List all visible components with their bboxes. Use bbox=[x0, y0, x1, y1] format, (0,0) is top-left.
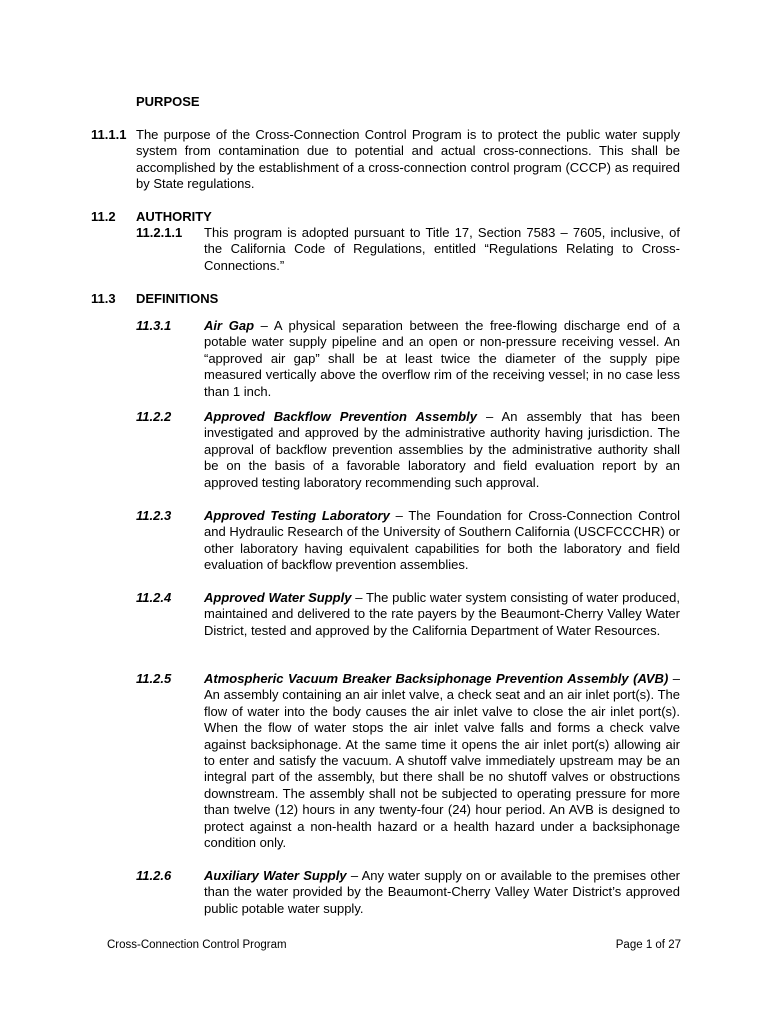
definition-text: – The public water system consisting of water produced, maintained and delivered to the rate payers by the Beaumont-Cherry Valley Water District, tested and approved by the California Department of Water Resources. bbox=[204, 590, 680, 638]
definition-text: – Any water supply on or available to the premises other than the water provided by the Beaumont-Cherry Valley Water District’s approved public potable water supply. bbox=[204, 868, 681, 916]
definition-item bbox=[204, 590, 680, 639]
definition-text: – A physical separation between the free-flowing discharge end of a potable water supply pipeline and an open or non-pressure receiving vessel. An “approved air gap” shall be at least twice the diameter of the supply pipe measured vertically above the overflow rim of the receiving vessel; in no case less than 1 inch. bbox=[204, 318, 680, 399]
purpose-number: 11.1.1 bbox=[91, 127, 127, 142]
definition-number: 11.2.6 bbox=[136, 868, 172, 883]
definitions-number: 11.3 bbox=[91, 291, 116, 306]
definition-term: Approved Water Supply bbox=[204, 590, 352, 605]
definition-item bbox=[204, 409, 680, 491]
definition-text: – An assembly containing an air inlet valve, a check seat and an air inlet port(s). The flow of water into the body causes the air inlet valve to close the air inlet port(s). When the flow of water stops the air inlet valve falls and forms a check valve against backsiphonage. At the same time it opens the air inlet port(s) allowing air to enter and satisfy the vacuum. A shutoff valve immediately upstream may be an integral part of the assembly, but there shall be no shutoff valves or obstructions downstream. The assembly shall not be subjected to operating pressure for more than twelve (12) hours in any twenty-four (24) hour period. An AVB is designed to protect against a non-health hazard or a health hazard under a backsiphonage condition only. bbox=[204, 671, 681, 851]
authority-number: 11.2 bbox=[91, 209, 116, 224]
definitions-heading: DEFINITIONS bbox=[136, 291, 219, 306]
definition-item bbox=[204, 671, 680, 851]
purpose-text: The purpose of the Cross-Connection Control Program is to protect the public water supply system from contamination due to potential and actual cross-connections. This shall be accomplished by the establishment of a cross-connection control program (CCCP) as required by State regulations. bbox=[136, 127, 680, 192]
definition-text: – The Foundation for Cross-Connection Control and Hydraulic Research of the University of Southern California (USCFCCCHR) or other laboratory having equivalent capabilities for both the laboratory and field evaluation of backflow prevention assemblies. bbox=[204, 508, 680, 573]
definition-item bbox=[204, 318, 680, 400]
definition-number: 11.2.2 bbox=[136, 409, 172, 424]
definition-number: 11.2.5 bbox=[136, 671, 172, 686]
definition-number: 11.3.1 bbox=[136, 318, 172, 333]
definition-item bbox=[204, 508, 680, 574]
page-number: Page 1 of 27 bbox=[615, 939, 681, 951]
definition-term: Approved Backflow Prevention Assembly bbox=[204, 409, 477, 424]
definition-number: 11.2.3 bbox=[136, 508, 172, 523]
definition-term: Approved Testing Laboratory bbox=[204, 508, 390, 523]
definition-term: Auxiliary Water Supply bbox=[204, 868, 347, 883]
purpose-heading: PURPOSE bbox=[136, 94, 200, 109]
authority-text: This program is adopted pursuant to Title 17, Section 7583 – 7605, inclusive, of the California Code of Regulations, entitled “Regulations Relating to Cross-Connections.” bbox=[204, 225, 680, 273]
authority-heading: AUTHORITY bbox=[136, 209, 212, 224]
definition-item bbox=[204, 868, 680, 917]
definition-term: Atmospheric Vacuum Breaker Backsiphonage Prevention Assembly (AVB) bbox=[204, 671, 669, 686]
definition-text: – An assembly that has been investigated and approved by the administrative authority having jurisdiction. The approval of backflow prevention assemblies by the administrative authority shall be on the basis of a favorable laboratory and field evaluation report by an approved testing laboratory recommending such approval. bbox=[204, 409, 680, 490]
authority-subnumber: 11.2.1.1 bbox=[136, 225, 183, 240]
definition-number: 11.2.4 bbox=[136, 590, 172, 605]
definition-term: Air Gap bbox=[204, 318, 255, 333]
footer-title: Cross-Connection Control Program bbox=[107, 939, 287, 951]
